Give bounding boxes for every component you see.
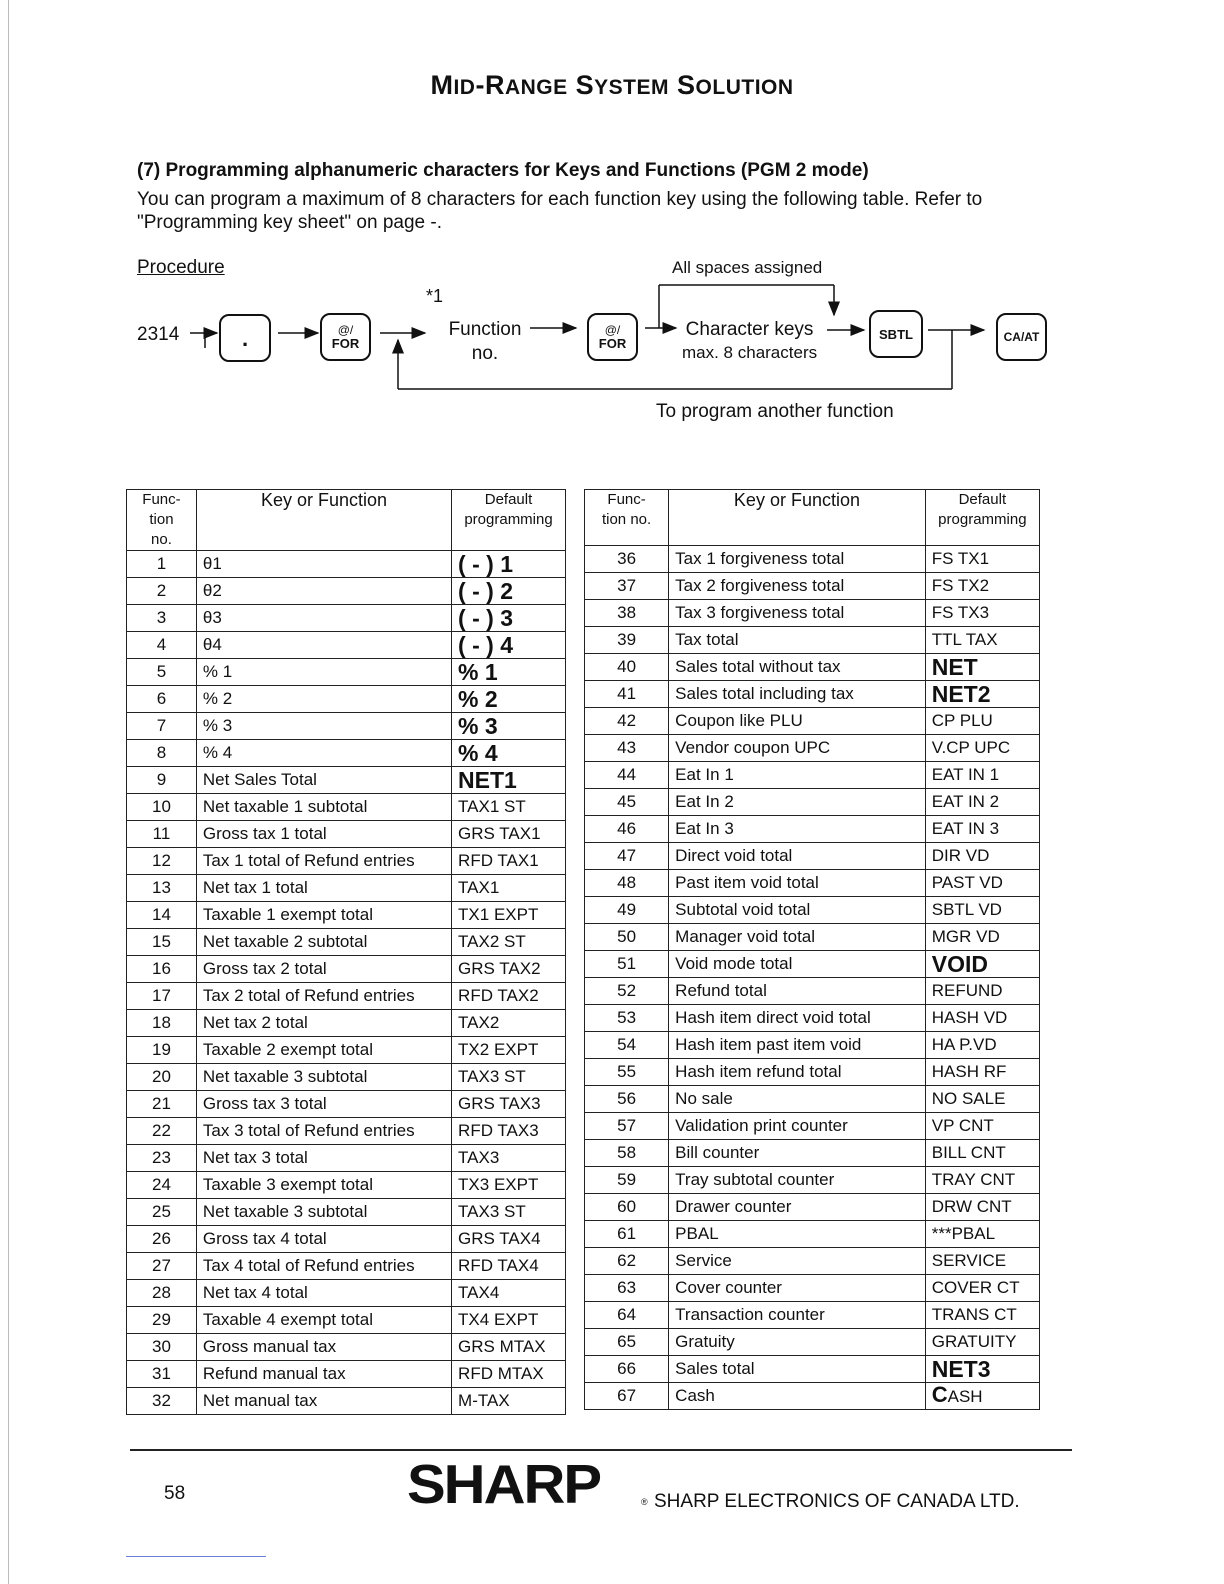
key-or-function: Cash <box>669 1383 926 1410</box>
table-row <box>585 1302 1040 1329</box>
section-heading: (7) Programming alphanumeric characters for Keys and Functions (PGM 2 mode) <box>137 160 869 181</box>
default-programming: TTL TAX <box>925 627 1039 654</box>
key-or-function: Void mode total <box>669 951 926 978</box>
table-row <box>127 632 566 659</box>
function-number: 60 <box>585 1194 669 1221</box>
table-row <box>585 735 1040 762</box>
function-number: 53 <box>585 1005 669 1032</box>
header-key-or-function: Key or Function <box>196 490 451 551</box>
default-programming: NET <box>925 654 1039 681</box>
key-or-function: Sales total <box>669 1356 926 1383</box>
mode-code: 2314 <box>137 324 180 345</box>
function-number: 62 <box>585 1248 669 1275</box>
for-key-first: @/ FOR <box>320 313 371 361</box>
default-programming: TRAY CNT <box>925 1167 1039 1194</box>
function-number: 61 <box>585 1221 669 1248</box>
function-number: 27 <box>127 1253 197 1280</box>
key-or-function: Cover counter <box>669 1275 926 1302</box>
key-or-function: Sales total including tax <box>669 681 926 708</box>
default-programming: % 2 <box>452 686 566 713</box>
key-or-function: Bill counter <box>669 1140 926 1167</box>
function-number: 67 <box>585 1383 669 1410</box>
function-number: 63 <box>585 1275 669 1302</box>
function-number: 17 <box>127 983 197 1010</box>
key-or-function: Eat In 1 <box>669 762 926 789</box>
table-row <box>127 1199 566 1226</box>
table-row <box>127 578 566 605</box>
header-key-or-function: Key or Function <box>669 490 926 546</box>
table-row <box>585 951 1040 978</box>
key-or-function: Vendor coupon UPC <box>669 735 926 762</box>
function-number: 28 <box>127 1280 197 1307</box>
default-programming: SERVICE <box>925 1248 1039 1275</box>
function-number: 9 <box>127 767 197 794</box>
function-number: 12 <box>127 848 197 875</box>
function-number: 10 <box>127 794 197 821</box>
key-or-function: Refund total <box>669 978 926 1005</box>
table-row <box>585 897 1040 924</box>
function-number: 26 <box>127 1226 197 1253</box>
character-keys-step: Character keys max. 8 characters <box>682 319 818 362</box>
table-row <box>585 627 1040 654</box>
table-row <box>585 1221 1040 1248</box>
function-number: 2 <box>127 578 197 605</box>
table-row <box>127 1145 566 1172</box>
scan-edge-line <box>8 0 9 1584</box>
default-programming: HASH RF <box>925 1059 1039 1086</box>
all-spaces-note: All spaces assigned <box>672 258 823 277</box>
table-row <box>585 843 1040 870</box>
default-programming: NET2 <box>925 681 1039 708</box>
default-programming: GRS TAX3 <box>452 1091 566 1118</box>
default-programming: VOID <box>925 951 1039 978</box>
table-row <box>127 902 566 929</box>
function-number: 29 <box>127 1307 197 1334</box>
function-number: 49 <box>585 897 669 924</box>
default-programming: NET1 <box>452 767 566 794</box>
function-number: 46 <box>585 816 669 843</box>
key-or-function: Refund manual tax <box>196 1361 451 1388</box>
default-programming: GRS MTAX <box>452 1334 566 1361</box>
default-programming: ( - ) 1 <box>452 551 566 578</box>
default-programming: TAX3 ST <box>452 1064 566 1091</box>
function-number: 47 <box>585 843 669 870</box>
function-number: 32 <box>127 1388 197 1415</box>
key-or-function: Hash item direct void total <box>669 1005 926 1032</box>
default-programming: RFD TAX3 <box>452 1118 566 1145</box>
default-programming: ( - ) 3 <box>452 605 566 632</box>
table-row <box>127 983 566 1010</box>
function-number: 64 <box>585 1302 669 1329</box>
table-row <box>127 1118 566 1145</box>
table-row <box>585 1383 1040 1410</box>
function-number: 16 <box>127 956 197 983</box>
function-number: 22 <box>127 1118 197 1145</box>
header-default-programming: Default programming <box>925 490 1039 546</box>
function-number: 4 <box>127 632 197 659</box>
default-programming: ( - ) 2 <box>452 578 566 605</box>
function-number: 54 <box>585 1032 669 1059</box>
key-or-function: Tax 1 total of Refund entries <box>196 848 451 875</box>
table-row <box>127 1037 566 1064</box>
default-programming: RFD TAX4 <box>452 1253 566 1280</box>
header-default-programming: Default programming <box>452 490 566 551</box>
function-number: 58 <box>585 1140 669 1167</box>
table-row <box>585 1032 1040 1059</box>
default-programming: ***PBAL <box>925 1221 1039 1248</box>
company-name: SHARP ELECTRONICS OF CANADA LTD. <box>654 1491 1020 1512</box>
table-row <box>585 1086 1040 1113</box>
table-row <box>585 816 1040 843</box>
table-row <box>127 551 566 578</box>
footer-divider <box>130 1449 1072 1451</box>
default-programming: TAX3 <box>452 1145 566 1172</box>
key-or-function: Eat In 3 <box>669 816 926 843</box>
default-programming: CP PLU <box>925 708 1039 735</box>
table-row <box>127 929 566 956</box>
default-programming: CASH <box>925 1383 1039 1410</box>
key-or-function: Tray subtotal counter <box>669 1167 926 1194</box>
default-programming: % 3 <box>452 713 566 740</box>
repeat-note: To program another function <box>656 401 894 422</box>
default-programming: % 1 <box>452 659 566 686</box>
default-programming: FS TX3 <box>925 600 1039 627</box>
function-number: 7 <box>127 713 197 740</box>
function-number: 65 <box>585 1329 669 1356</box>
function-number: 8 <box>127 740 197 767</box>
default-programming: GRS TAX2 <box>452 956 566 983</box>
default-programming: TAX3 ST <box>452 1199 566 1226</box>
key-or-function: θ3 <box>196 605 451 632</box>
key-or-function: Net taxable 3 subtotal <box>196 1064 451 1091</box>
function-number: 43 <box>585 735 669 762</box>
default-programming: REFUND <box>925 978 1039 1005</box>
ca-at-key: CA/AT <box>996 313 1047 361</box>
key-or-function: % 2 <box>196 686 451 713</box>
function-number: 25 <box>127 1199 197 1226</box>
key-or-function: Taxable 2 exempt total <box>196 1037 451 1064</box>
key-or-function: % 4 <box>196 740 451 767</box>
table-row <box>127 767 566 794</box>
table-row <box>585 573 1040 600</box>
key-or-function: Tax 3 total of Refund entries <box>196 1118 451 1145</box>
table-row <box>127 1064 566 1091</box>
table-row <box>127 848 566 875</box>
header-function-no: Func- tion no. <box>585 490 669 546</box>
key-or-function: Net manual tax <box>196 1388 451 1415</box>
default-programming: TX1 EXPT <box>452 902 566 929</box>
key-or-function: Gross tax 2 total <box>196 956 451 983</box>
table-row <box>127 1388 566 1415</box>
key-or-function: Hash item refund total <box>669 1059 926 1086</box>
default-programming: TAX1 <box>452 875 566 902</box>
key-or-function: Sales total without tax <box>669 654 926 681</box>
sharp-logo: SHARP <box>407 1453 601 1516</box>
table-row <box>127 1226 566 1253</box>
page-number: 58 <box>164 1483 186 1504</box>
function-number: 41 <box>585 681 669 708</box>
default-programming: TAX2 <box>452 1010 566 1037</box>
function-number: 36 <box>585 546 669 573</box>
key-or-function: Hash item past item void <box>669 1032 926 1059</box>
function-number: 18 <box>127 1010 197 1037</box>
table-row <box>585 708 1040 735</box>
table-row <box>585 870 1040 897</box>
table-row <box>127 794 566 821</box>
function-number: 20 <box>127 1064 197 1091</box>
default-programming: TAX2 ST <box>452 929 566 956</box>
key-or-function: Tax 1 forgiveness total <box>669 546 926 573</box>
table-row <box>127 1253 566 1280</box>
key-or-function: Manager void total <box>669 924 926 951</box>
function-number: 40 <box>585 654 669 681</box>
key-or-function: Gross manual tax <box>196 1334 451 1361</box>
default-programming: TX3 EXPT <box>452 1172 566 1199</box>
table-row <box>585 1059 1040 1086</box>
function-table-right <box>584 489 1040 1410</box>
key-or-function: Tax 2 forgiveness total <box>669 573 926 600</box>
decimal-point-key: . <box>219 314 271 362</box>
function-number: 31 <box>127 1361 197 1388</box>
function-number: 50 <box>585 924 669 951</box>
function-number: 14 <box>127 902 197 929</box>
function-number: 38 <box>585 600 669 627</box>
default-programming: NET3 <box>925 1356 1039 1383</box>
function-table-left <box>126 489 566 1415</box>
default-programming: TX2 EXPT <box>452 1037 566 1064</box>
default-programming: TAX4 <box>452 1280 566 1307</box>
table-row <box>585 762 1040 789</box>
section-intro-text: You can program a maximum of 8 characters for each function key using the following table. Refer to "Programming key sheet" on page -. <box>137 189 983 233</box>
key-or-function: Net tax 2 total <box>196 1010 451 1037</box>
header-function-no: Func- tion no. <box>127 490 197 551</box>
table-row <box>127 686 566 713</box>
table-row <box>127 1334 566 1361</box>
default-programming: HASH VD <box>925 1005 1039 1032</box>
function-number: 42 <box>585 708 669 735</box>
key-or-function: No sale <box>669 1086 926 1113</box>
table-row <box>127 1172 566 1199</box>
key-or-function: Tax 2 total of Refund entries <box>196 983 451 1010</box>
table-row <box>585 1140 1040 1167</box>
table-row <box>585 654 1040 681</box>
default-programming: RFD TAX2 <box>452 983 566 1010</box>
table-row <box>585 1167 1040 1194</box>
key-or-function: Net tax 1 total <box>196 875 451 902</box>
table-row <box>127 1361 566 1388</box>
default-programming: DRW CNT <box>925 1194 1039 1221</box>
table-row <box>585 1194 1040 1221</box>
table-row <box>127 1091 566 1118</box>
default-programming: PAST VD <box>925 870 1039 897</box>
function-number: 11 <box>127 821 197 848</box>
default-programming: GRS TAX4 <box>452 1226 566 1253</box>
key-or-function: Tax 3 forgiveness total <box>669 600 926 627</box>
key-or-function: θ1 <box>196 551 451 578</box>
key-or-function: Eat In 2 <box>669 789 926 816</box>
table-row <box>127 1307 566 1334</box>
default-programming: FS TX2 <box>925 573 1039 600</box>
function-number: 45 <box>585 789 669 816</box>
table-row <box>127 659 566 686</box>
table-row <box>127 605 566 632</box>
function-number: 13 <box>127 875 197 902</box>
key-or-function: Net taxable 1 subtotal <box>196 794 451 821</box>
table-row <box>585 1113 1040 1140</box>
default-programming: EAT IN 2 <box>925 789 1039 816</box>
default-programming: RFD MTAX <box>452 1361 566 1388</box>
key-or-function: Validation print counter <box>669 1113 926 1140</box>
key-or-function: Gross tax 3 total <box>196 1091 451 1118</box>
table-row <box>127 713 566 740</box>
function-number: 39 <box>585 627 669 654</box>
table-row <box>585 924 1040 951</box>
key-or-function: Direct void total <box>669 843 926 870</box>
key-or-function: θ4 <box>196 632 451 659</box>
key-or-function: Gratuity <box>669 1329 926 1356</box>
function-number: 66 <box>585 1356 669 1383</box>
default-programming: NO SALE <box>925 1086 1039 1113</box>
key-or-function: Net taxable 2 subtotal <box>196 929 451 956</box>
default-programming: FS TX1 <box>925 546 1039 573</box>
key-or-function: Gross tax 4 total <box>196 1226 451 1253</box>
function-number: 6 <box>127 686 197 713</box>
key-or-function: Drawer counter <box>669 1194 926 1221</box>
default-programming: EAT IN 3 <box>925 816 1039 843</box>
key-or-function: Taxable 1 exempt total <box>196 902 451 929</box>
table-row <box>585 1356 1040 1383</box>
table-row <box>585 546 1040 573</box>
default-programming: COVER CT <box>925 1275 1039 1302</box>
key-or-function: % 3 <box>196 713 451 740</box>
table-row <box>585 681 1040 708</box>
key-or-function: Tax total <box>669 627 926 654</box>
function-number: 48 <box>585 870 669 897</box>
key-or-function: Transaction counter <box>669 1302 926 1329</box>
table-row <box>585 978 1040 1005</box>
key-or-function: Service <box>669 1248 926 1275</box>
function-number: 37 <box>585 573 669 600</box>
for-key-second: @/ FOR <box>587 313 638 361</box>
default-programming: TX4 EXPT <box>452 1307 566 1334</box>
default-programming: SBTL VD <box>925 897 1039 924</box>
default-programming: HA P.VD <box>925 1032 1039 1059</box>
function-number: 51 <box>585 951 669 978</box>
default-programming: GRS TAX1 <box>452 821 566 848</box>
key-or-function: Taxable 3 exempt total <box>196 1172 451 1199</box>
table-row <box>585 789 1040 816</box>
default-programming: M-TAX <box>452 1388 566 1415</box>
function-number: 21 <box>127 1091 197 1118</box>
table-row <box>585 1248 1040 1275</box>
function-number-step: Function no. <box>448 319 522 364</box>
table-row <box>127 1280 566 1307</box>
function-number: 52 <box>585 978 669 1005</box>
procedure-label: Procedure <box>137 257 225 278</box>
key-or-function: Net tax 3 total <box>196 1145 451 1172</box>
default-programming: TAX1 ST <box>452 794 566 821</box>
default-programming: EAT IN 1 <box>925 762 1039 789</box>
default-programming: ( - ) 4 <box>452 632 566 659</box>
default-programming: % 4 <box>452 740 566 767</box>
key-or-function: Coupon like PLU <box>669 708 926 735</box>
key-or-function: Taxable 4 exempt total <box>196 1307 451 1334</box>
function-number: 24 <box>127 1172 197 1199</box>
table-row <box>585 1005 1040 1032</box>
table-row <box>127 875 566 902</box>
table-row <box>585 1329 1040 1356</box>
key-or-function: Gross tax 1 total <box>196 821 451 848</box>
table-row <box>127 821 566 848</box>
function-number: 1 <box>127 551 197 578</box>
function-number: 15 <box>127 929 197 956</box>
function-number: 5 <box>127 659 197 686</box>
function-number: 30 <box>127 1334 197 1361</box>
function-number: 23 <box>127 1145 197 1172</box>
function-number: 3 <box>127 605 197 632</box>
key-or-function: % 1 <box>196 659 451 686</box>
table-row <box>585 1275 1040 1302</box>
page-title: MID-RANGE SYSTEM SOLUTION <box>430 70 794 100</box>
default-programming: VP CNT <box>925 1113 1039 1140</box>
table-row <box>127 956 566 983</box>
table-row <box>127 1010 566 1037</box>
default-programming: V.CP UPC <box>925 735 1039 762</box>
footnote-marker: *1 <box>426 286 444 306</box>
table-row <box>127 740 566 767</box>
function-number: 56 <box>585 1086 669 1113</box>
default-programming: TRANS CT <box>925 1302 1039 1329</box>
registered-mark: ® <box>641 1497 648 1507</box>
key-or-function: Net Sales Total <box>196 767 451 794</box>
key-or-function: Subtotal void total <box>669 897 926 924</box>
bottom-scan-mark <box>126 1556 266 1557</box>
function-number: 55 <box>585 1059 669 1086</box>
table-row <box>585 600 1040 627</box>
default-programming: DIR VD <box>925 843 1039 870</box>
default-programming: BILL CNT <box>925 1140 1039 1167</box>
key-or-function: Tax 4 total of Refund entries <box>196 1253 451 1280</box>
key-or-function: PBAL <box>669 1221 926 1248</box>
function-number: 57 <box>585 1113 669 1140</box>
key-or-function: Past item void total <box>669 870 926 897</box>
function-number: 59 <box>585 1167 669 1194</box>
sbtl-key: SBTL <box>869 310 923 358</box>
key-or-function: θ2 <box>196 578 451 605</box>
key-or-function: Net taxable 3 subtotal <box>196 1199 451 1226</box>
function-number: 19 <box>127 1037 197 1064</box>
function-number: 44 <box>585 762 669 789</box>
default-programming: MGR VD <box>925 924 1039 951</box>
key-or-function: Net tax 4 total <box>196 1280 451 1307</box>
default-programming: GRATUITY <box>925 1329 1039 1356</box>
default-programming: RFD TAX1 <box>452 848 566 875</box>
